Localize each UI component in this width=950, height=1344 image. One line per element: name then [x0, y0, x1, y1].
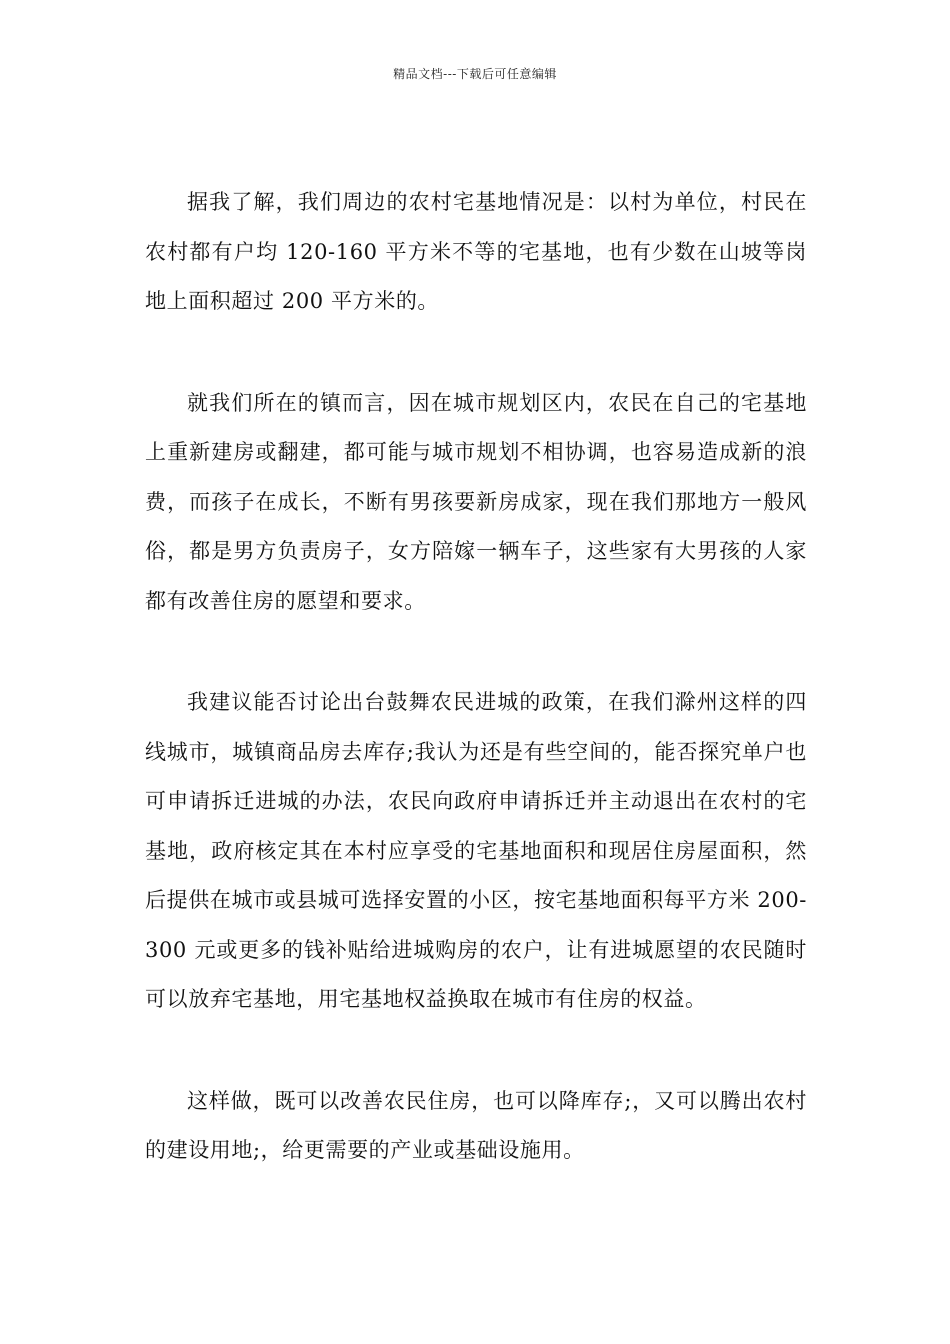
- page-header: 精品文档---下载后可任意编辑: [393, 67, 557, 81]
- document-body: [145, 178, 807, 1228]
- paragraph-1: 据我了解，我们周边的农村宅基地情况是：以村为单位，村民在农村都有户均 120-160 平方米不等的宅基地，也有少数在山坡等岗地上面积超过 200 平方米的。: [145, 190, 807, 313]
- paragraph-2: 就我们所在的镇而言，因在城市规划区内，农民在自己的宅基地上重新建房或翻建，都可能与城市规划不相协调，也容易造成新的浪费，而孩子在成长，不断有男孩要新房成家，现在我们那地方一般风俗，都是男方负责房子，女方陪嫁一辆车子，这些家有大男孩的人家都有改善住房的愿望和要求。: [145, 390, 807, 613]
- paragraph-3: 我建议能否讨论出台鼓舞农民进城的政策，在我们滁州这样的四线城市，城镇商品房去库存;我认为还是有些空间的，能否探究单户也可申请拆迁进城的办法，农民向政府申请拆迁并主动退出在农村的宅基地，政府核定其在本村应享受的宅基地面积和现居住房屋面积，然后提供在城市或县城可选择安置的小区，按宅基地面积每平方米 200-300 元或更多的钱补贴给进城购房的农户，让有进城愿望的农民随时可以放弃宅基地，用宅基地权益换取在城市有住房的权益。: [145, 690, 807, 1011]
- paragraph-4: 这样做，既可以改善农民住房，也可以降库存;，又可以腾出农村的建设用地;，给更需要的产业或基础设施用。: [145, 1088, 807, 1162]
